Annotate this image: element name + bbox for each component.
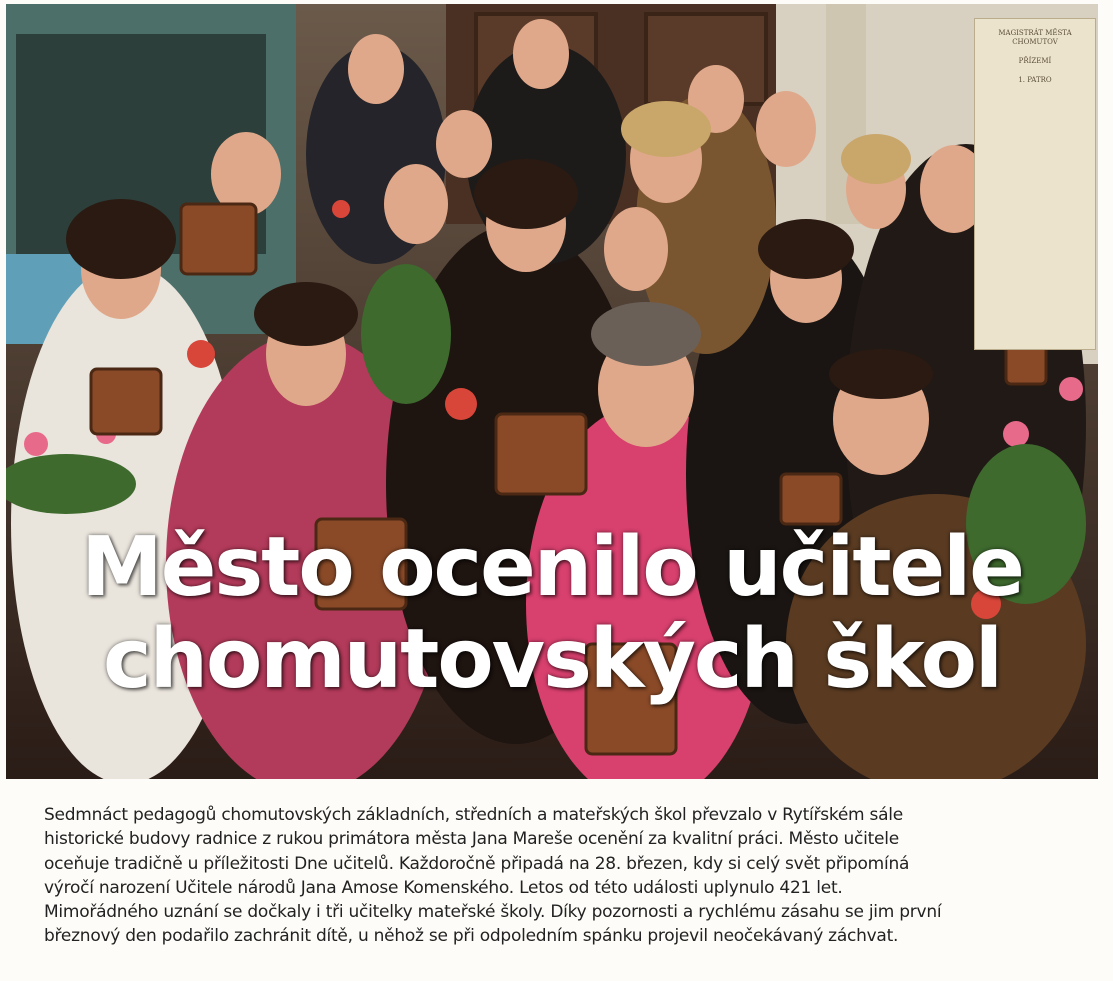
body-line2: historické budovy radnice z rukou primátora města Jana Mareše ocenění za kvalitní práci. Město učitele [44,829,899,850]
headline-line2: chomutovských škol [102,612,1002,707]
body-line6: březnový den podařilo zachránit dítě, u něhož se při odpoledním spánku projevil neočekávaný záchvat. [44,926,899,947]
body-line3: oceňuje tradičně u příležitosti Dne učitelů. Každoročně připadá na 28. březen, kdy si celý svět připomíná [44,853,910,874]
wall-sign-line2: PŘÍZEMÍ [1018,57,1052,65]
body-line5: Mimořádného uznání se dočkaly i tři učitelky mateřské školy. Díky pozornosti a rychlému zásahu se jim první [44,902,942,923]
body-line1: Sedmnáct pedagogů chomutovských základních, středních a mateřských škol převzalo v Rytířském sále [44,805,903,825]
headline-line1: Město ocenilo učitele [81,520,1023,615]
body-line4: výročí narození Učitele národů Jana Amose Komenského. Letos od této události uplynulo 421 let. [44,877,843,898]
article-body [44,803,1074,949]
article-headline [6,522,1098,706]
wall-sign-line3: 1. PATRO [1018,76,1052,84]
wall-sign [974,18,1096,350]
wall-sign-line1: MAGISTRÁT MĚSTA CHOMUTOV [998,29,1072,46]
article-photo [6,4,1098,779]
